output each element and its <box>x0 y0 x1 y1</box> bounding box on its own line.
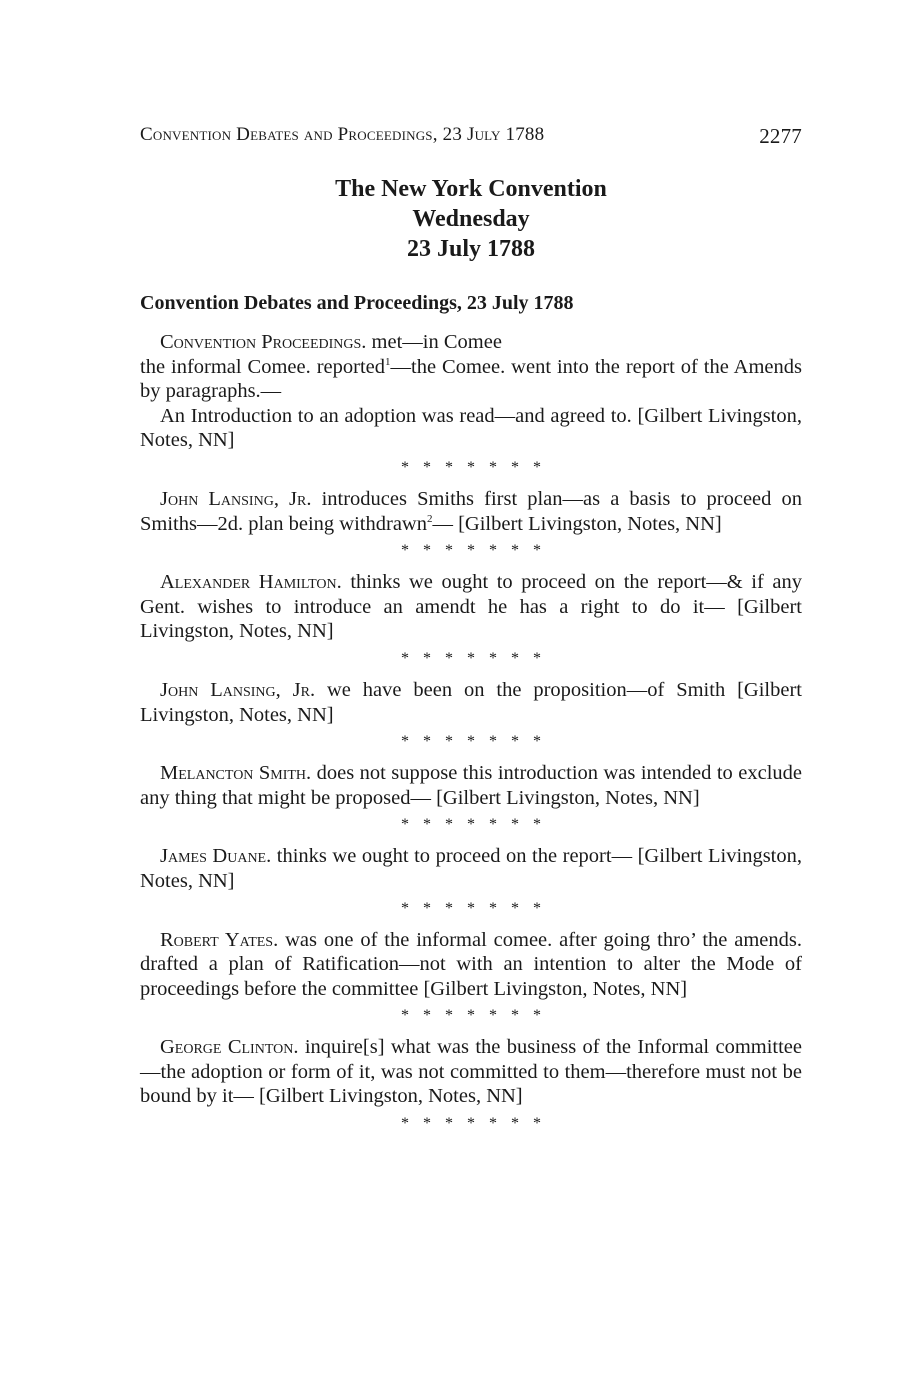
entry-text: was one of the informal comee. after going thro’ the amends. drafted a plan of Ratification—not with an intention to alter the Mode of proceedings before the committee [Gilbert Livingston, Notes, NN] <box>140 928 802 1000</box>
separator-asterisks: * * * * * * * <box>401 458 546 476</box>
speaker-name: Alexander Hamilton. <box>160 571 342 594</box>
speaker-name: James Duane. <box>160 845 272 868</box>
entry-paragraph <box>140 1035 802 1109</box>
speaker-name: Melancton Smith. <box>160 762 312 785</box>
speaker-name: John Lansing, Jr. <box>160 678 316 701</box>
separator-asterisks: * * * * * * * <box>401 1007 546 1025</box>
entry-text: the informal Comee. reported <box>140 355 386 378</box>
title-line-weekday: Wednesday <box>412 206 530 232</box>
page-number: 2277 <box>759 124 802 148</box>
entry-hamilton <box>140 570 802 644</box>
speaker-name: Convention Proceedings. <box>160 331 367 353</box>
running-head-title: Convention Debates and Proceedings, 23 July 1788 <box>140 124 545 145</box>
entry-lansing-1 <box>140 487 802 536</box>
footnote-ref[interactable]: 1 <box>385 355 391 368</box>
entry-convention-proceedings <box>140 330 802 453</box>
entry-paragraph <box>140 487 802 536</box>
entry-paragraph <box>140 928 802 1002</box>
entry-paragraph <box>140 678 802 727</box>
separator-asterisks: * * * * * * * <box>401 899 546 917</box>
entry-text: we have been on the proposition—of Smith [Gilbert Livingston, Notes, NN] <box>140 678 802 726</box>
running-head <box>140 124 802 146</box>
separator-asterisks: * * * * * * * <box>401 733 546 751</box>
separator-asterisks: * * * * * * * <box>401 1115 546 1133</box>
entry-text: introduces Smiths first plan—as a basis to proceed on Smiths—2d. plan being withdrawn <box>140 487 802 535</box>
entry-text: met—in Comee <box>366 331 502 353</box>
entry-paragraph <box>140 761 802 810</box>
speaker-name: Robert Yates. <box>160 928 279 951</box>
entry-text: An Introduction to an adoption was read—and agreed to. [Gilbert Livingston, Notes, NN] <box>140 404 802 452</box>
chapter-title <box>140 174 802 264</box>
entry-paragraph <box>140 844 802 893</box>
entry-text: —the Comee. went into the report of the Amends by paragraphs.— <box>140 355 802 403</box>
entry-text: — [Gilbert Livingston, Notes, NN] <box>432 512 722 535</box>
separator-asterisks: * * * * * * * <box>401 649 546 667</box>
speaker-name: George Clinton. <box>160 1036 299 1059</box>
separator-asterisks: * * * * * * * <box>401 816 546 834</box>
separator-asterisks: * * * * * * * <box>401 542 546 560</box>
entry-text: thinks we ought to proceed on the report— [Gilbert Livingston, Notes, NN] <box>140 845 803 892</box>
entry-text: thinks we ought to proceed on the report—& if any Gent. wishes to introduce an amendt he has a right to do it— [Gilbert Livingston, Notes, NN] <box>140 571 802 643</box>
entry-yates <box>140 928 802 1002</box>
entry-duane <box>140 844 802 893</box>
footnote-ref[interactable]: 2 <box>426 512 433 525</box>
speaker-name: John Lansing, Jr. <box>160 487 312 510</box>
entry-clinton <box>140 1035 802 1109</box>
document-body <box>140 330 802 1143</box>
entry-paragraph <box>140 404 802 453</box>
title-line-convention: The New York Convention <box>335 176 607 202</box>
entry-text: does not suppose this introduction was intended to exclude any thing that might be proposed— [Gilbert Livingston, Notes, NN] <box>140 762 802 809</box>
entry-paragraph <box>140 330 802 355</box>
section-heading: Convention Debates and Proceedings, 23 July 1788 <box>140 292 574 314</box>
entry-paragraph <box>140 355 802 404</box>
entry-paragraph <box>140 570 802 644</box>
entry-smith <box>140 761 802 810</box>
entry-lansing-2 <box>140 678 802 727</box>
title-line-date: 23 July 1788 <box>406 236 535 262</box>
entry-text: inquire[s] what was the business of the Informal committee—the adoption or form of it, was not committed to them—therefore must not be bound by it— [Gilbert Livingston, Notes, NN] <box>140 1036 802 1108</box>
